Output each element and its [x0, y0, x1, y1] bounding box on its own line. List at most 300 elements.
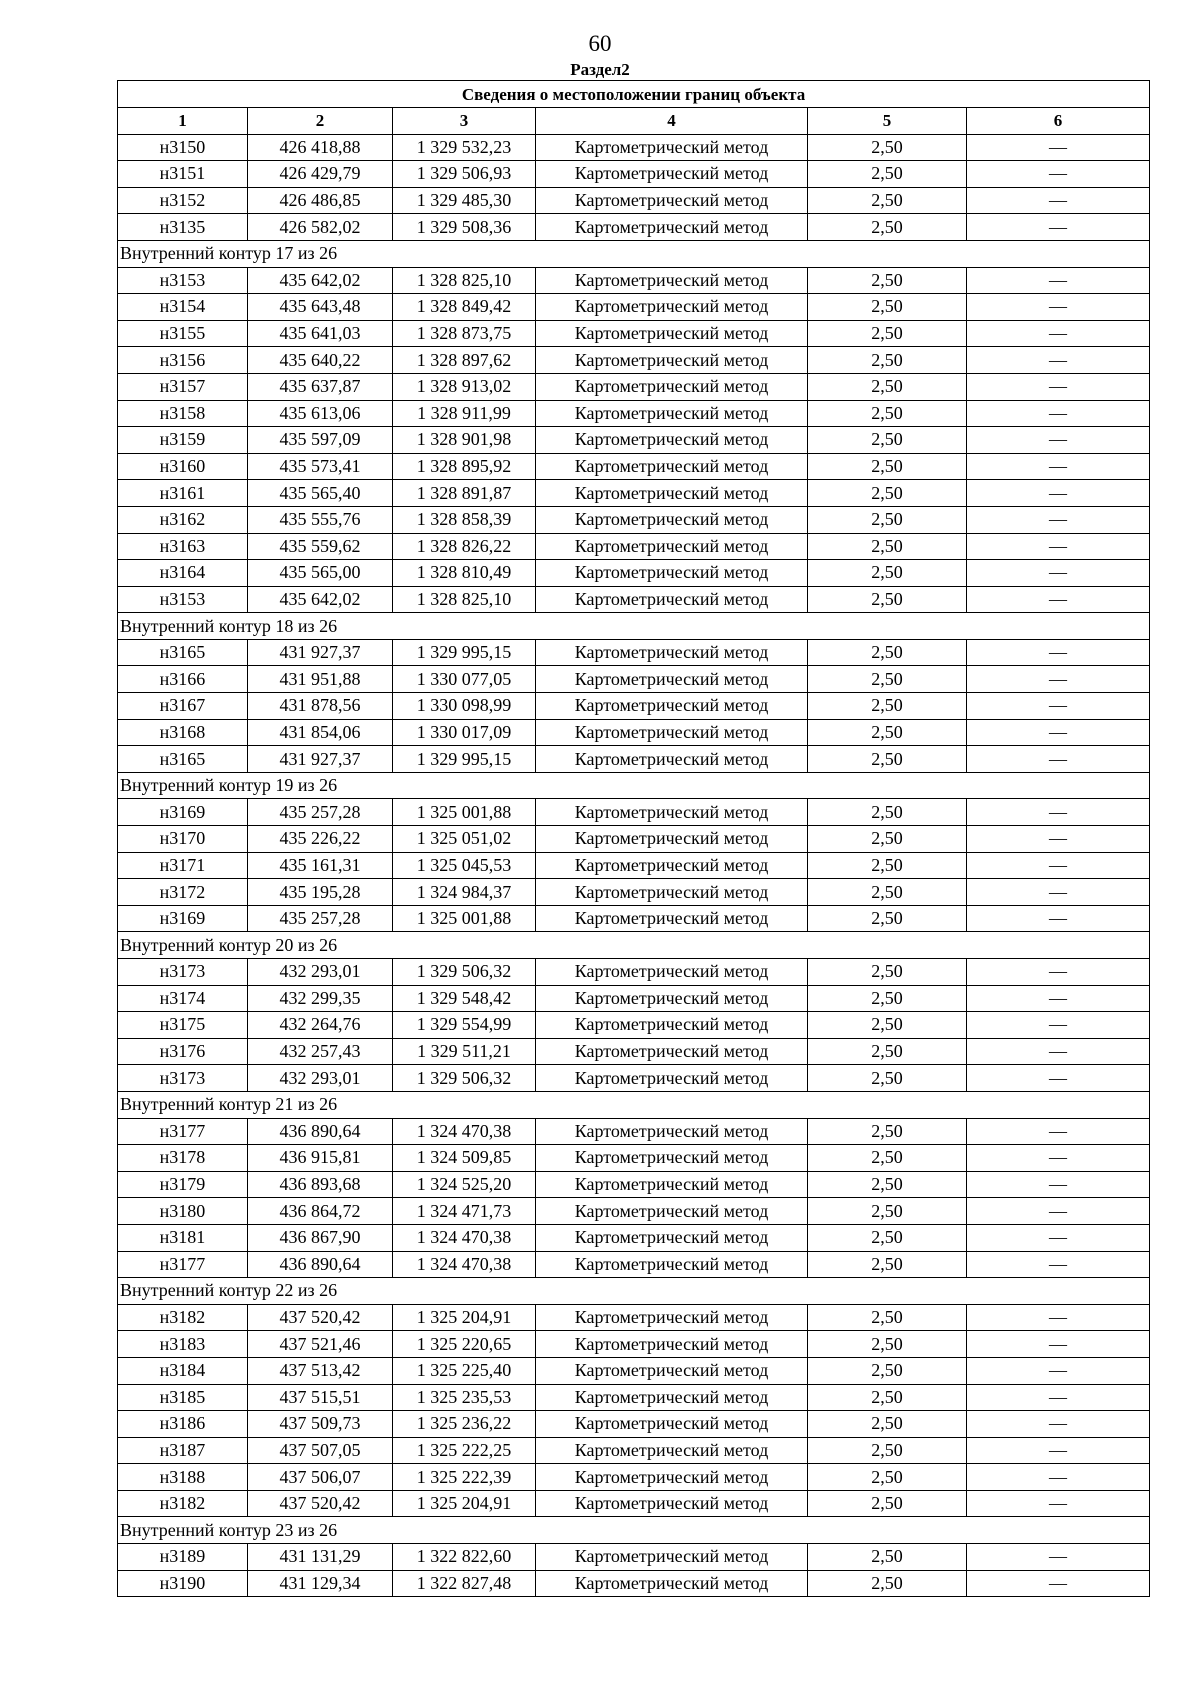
x-coordinate-cell: 435 642,02 [248, 267, 393, 294]
x-coordinate-cell: 435 257,28 [248, 905, 393, 932]
point-id-cell: н3173 [118, 959, 248, 986]
x-coordinate-cell: 426 486,85 [248, 187, 393, 214]
point-id-cell: н3165 [118, 639, 248, 666]
accuracy-cell: 2,50 [808, 134, 967, 161]
method-cell: Картометрический метод [536, 826, 808, 853]
method-cell: Картометрический метод [536, 879, 808, 906]
y-coordinate-cell: 1 328 826,22 [393, 533, 536, 560]
accuracy-cell: 2,50 [808, 187, 967, 214]
accuracy-cell: 2,50 [808, 1145, 967, 1172]
x-coordinate-cell: 436 915,81 [248, 1145, 393, 1172]
note-cell: — [967, 826, 1150, 853]
point-id-cell: н3162 [118, 506, 248, 533]
method-cell: Картометрический метод [536, 1224, 808, 1251]
y-coordinate-cell: 1 328 825,10 [393, 586, 536, 613]
y-coordinate-cell: 1 328 895,92 [393, 453, 536, 480]
y-coordinate-cell: 1 324 984,37 [393, 879, 536, 906]
method-cell: Картометрический метод [536, 1331, 808, 1358]
contour-group-row [118, 1517, 1150, 1544]
method-cell: Картометрический метод [536, 1490, 808, 1517]
point-id-cell: н3172 [118, 879, 248, 906]
accuracy-cell: 2,50 [808, 453, 967, 480]
table-row [118, 427, 1150, 454]
method-cell: Картометрический метод [536, 1384, 808, 1411]
method-cell: Картометрический метод [536, 533, 808, 560]
accuracy-cell: 2,50 [808, 267, 967, 294]
point-id-cell: н3179 [118, 1171, 248, 1198]
table-row [118, 453, 1150, 480]
y-coordinate-cell: 1 328 891,87 [393, 480, 536, 507]
method-cell: Картометрический метод [536, 267, 808, 294]
table-row [118, 161, 1150, 188]
table-caption: Сведения о местоположении границ объекта [118, 81, 1150, 108]
note-cell: — [967, 1384, 1150, 1411]
section-label: Раздел2 [570, 60, 630, 79]
point-id-cell: н3153 [118, 586, 248, 613]
y-coordinate-cell: 1 325 236,22 [393, 1411, 536, 1438]
y-coordinate-cell: 1 325 222,25 [393, 1437, 536, 1464]
table-row [118, 1145, 1150, 1172]
note-cell: — [967, 746, 1150, 773]
contour-group-row [118, 932, 1150, 959]
accuracy-cell: 2,50 [808, 1224, 967, 1251]
point-id-cell: н3157 [118, 373, 248, 400]
x-coordinate-cell: 435 161,31 [248, 852, 393, 879]
contour-group-row [118, 772, 1150, 799]
y-coordinate-cell: 1 324 470,38 [393, 1224, 536, 1251]
accuracy-cell: 2,50 [808, 905, 967, 932]
x-coordinate-cell: 432 293,01 [248, 959, 393, 986]
method-cell: Картометрический метод [536, 1145, 808, 1172]
table-row [118, 480, 1150, 507]
accuracy-cell: 2,50 [808, 1304, 967, 1331]
table-row [118, 666, 1150, 693]
accuracy-cell: 2,50 [808, 480, 967, 507]
y-coordinate-cell: 1 325 001,88 [393, 905, 536, 932]
table-row [118, 1490, 1150, 1517]
method-cell: Картометрический метод [536, 746, 808, 773]
y-coordinate-cell: 1 329 995,15 [393, 639, 536, 666]
contour-group-row [118, 1091, 1150, 1118]
method-cell: Картометрический метод [536, 1464, 808, 1491]
x-coordinate-cell: 437 513,42 [248, 1357, 393, 1384]
note-cell: — [967, 959, 1150, 986]
note-cell: — [967, 1570, 1150, 1597]
x-coordinate-cell: 437 520,42 [248, 1304, 393, 1331]
x-coordinate-cell: 435 573,41 [248, 453, 393, 480]
point-id-cell: н3185 [118, 1384, 248, 1411]
table-row [118, 267, 1150, 294]
column-header: 2 [248, 108, 393, 135]
method-cell: Картометрический метод [536, 1357, 808, 1384]
accuracy-cell: 2,50 [808, 427, 967, 454]
y-coordinate-cell: 1 325 045,53 [393, 852, 536, 879]
accuracy-cell: 2,50 [808, 320, 967, 347]
x-coordinate-cell: 431 854,06 [248, 719, 393, 746]
note-cell: — [967, 1198, 1150, 1225]
x-coordinate-cell: 435 643,48 [248, 294, 393, 321]
x-coordinate-cell: 437 509,73 [248, 1411, 393, 1438]
accuracy-cell: 2,50 [808, 1251, 967, 1278]
accuracy-cell: 2,50 [808, 693, 967, 720]
column-header: 6 [967, 108, 1150, 135]
contour-group-label: Внутренний контур 21 из 26 [118, 1091, 1150, 1118]
x-coordinate-cell: 435 642,02 [248, 586, 393, 613]
column-header: 5 [808, 108, 967, 135]
note-cell: — [967, 1437, 1150, 1464]
y-coordinate-cell: 1 325 235,53 [393, 1384, 536, 1411]
accuracy-cell: 2,50 [808, 1171, 967, 1198]
x-coordinate-cell: 437 521,46 [248, 1331, 393, 1358]
point-id-cell: н3178 [118, 1145, 248, 1172]
point-id-cell: н3153 [118, 267, 248, 294]
method-cell: Картометрический метод [536, 666, 808, 693]
y-coordinate-cell: 1 328 913,02 [393, 373, 536, 400]
accuracy-cell: 2,50 [808, 1331, 967, 1358]
method-cell: Картометрический метод [536, 400, 808, 427]
table-row [118, 400, 1150, 427]
method-cell: Картометрический метод [536, 373, 808, 400]
accuracy-cell: 2,50 [808, 1357, 967, 1384]
y-coordinate-cell: 1 328 901,98 [393, 427, 536, 454]
y-coordinate-cell: 1 325 051,02 [393, 826, 536, 853]
y-coordinate-cell: 1 329 506,32 [393, 1065, 536, 1092]
x-coordinate-cell: 432 264,76 [248, 1012, 393, 1039]
point-id-cell: н3161 [118, 480, 248, 507]
x-coordinate-cell: 435 226,22 [248, 826, 393, 853]
method-cell: Картометрический метод [536, 1038, 808, 1065]
point-id-cell: н3135 [118, 214, 248, 241]
y-coordinate-cell: 1 324 509,85 [393, 1145, 536, 1172]
table-row [118, 1384, 1150, 1411]
note-cell: — [967, 347, 1150, 374]
point-id-cell: н3164 [118, 560, 248, 587]
accuracy-cell: 2,50 [808, 161, 967, 188]
note-cell: — [967, 1145, 1150, 1172]
note-cell: — [967, 1464, 1150, 1491]
accuracy-cell: 2,50 [808, 347, 967, 374]
accuracy-cell: 2,50 [808, 1411, 967, 1438]
point-id-cell: н3155 [118, 320, 248, 347]
point-id-cell: н3173 [118, 1065, 248, 1092]
table-row [118, 1224, 1150, 1251]
x-coordinate-cell: 432 257,43 [248, 1038, 393, 1065]
table-row [118, 719, 1150, 746]
note-cell: — [967, 1224, 1150, 1251]
table-row [118, 1118, 1150, 1145]
x-coordinate-cell: 431 131,29 [248, 1544, 393, 1571]
x-coordinate-cell: 436 867,90 [248, 1224, 393, 1251]
accuracy-cell: 2,50 [808, 560, 967, 587]
note-cell: — [967, 1331, 1150, 1358]
table-row [118, 1038, 1150, 1065]
accuracy-cell: 2,50 [808, 1065, 967, 1092]
x-coordinate-cell: 432 299,35 [248, 985, 393, 1012]
accuracy-cell: 2,50 [808, 1012, 967, 1039]
y-coordinate-cell: 1 328 825,10 [393, 267, 536, 294]
point-id-cell: н3183 [118, 1331, 248, 1358]
point-id-cell: н3163 [118, 533, 248, 560]
y-coordinate-cell: 1 328 911,99 [393, 400, 536, 427]
note-cell: — [967, 1357, 1150, 1384]
method-cell: Картометрический метод [536, 639, 808, 666]
y-coordinate-cell: 1 330 077,05 [393, 666, 536, 693]
table-row [118, 905, 1150, 932]
y-coordinate-cell: 1 329 554,99 [393, 1012, 536, 1039]
note-cell: — [967, 1012, 1150, 1039]
point-id-cell: н3169 [118, 905, 248, 932]
point-id-cell: н3188 [118, 1464, 248, 1491]
table-row [118, 560, 1150, 587]
point-id-cell: н3180 [118, 1198, 248, 1225]
contour-group-row [118, 1278, 1150, 1305]
y-coordinate-cell: 1 330 017,09 [393, 719, 536, 746]
method-cell: Картометрический метод [536, 347, 808, 374]
accuracy-cell: 2,50 [808, 639, 967, 666]
contour-group-label: Внутренний контур 18 из 26 [118, 613, 1150, 640]
method-cell: Картометрический метод [536, 719, 808, 746]
accuracy-cell: 2,50 [808, 746, 967, 773]
point-id-cell: н3152 [118, 187, 248, 214]
y-coordinate-cell: 1 325 225,40 [393, 1357, 536, 1384]
point-id-cell: н3190 [118, 1570, 248, 1597]
table-header-row [118, 108, 1150, 135]
accuracy-cell: 2,50 [808, 666, 967, 693]
accuracy-cell: 2,50 [808, 852, 967, 879]
accuracy-cell: 2,50 [808, 985, 967, 1012]
y-coordinate-cell: 1 329 506,32 [393, 959, 536, 986]
x-coordinate-cell: 437 515,51 [248, 1384, 393, 1411]
y-coordinate-cell: 1 329 532,23 [393, 134, 536, 161]
y-coordinate-cell: 1 328 897,62 [393, 347, 536, 374]
accuracy-cell: 2,50 [808, 959, 967, 986]
table-body [118, 134, 1150, 1597]
point-id-cell: н3158 [118, 400, 248, 427]
note-cell: — [967, 879, 1150, 906]
y-coordinate-cell: 1 329 995,15 [393, 746, 536, 773]
x-coordinate-cell: 431 878,56 [248, 693, 393, 720]
method-cell: Картометрический метод [536, 427, 808, 454]
note-cell: — [967, 1411, 1150, 1438]
x-coordinate-cell: 435 640,22 [248, 347, 393, 374]
y-coordinate-cell: 1 330 098,99 [393, 693, 536, 720]
y-coordinate-cell: 1 329 485,30 [393, 187, 536, 214]
point-id-cell: н3176 [118, 1038, 248, 1065]
note-cell: — [967, 134, 1150, 161]
x-coordinate-cell: 435 195,28 [248, 879, 393, 906]
y-coordinate-cell: 1 324 470,38 [393, 1118, 536, 1145]
method-cell: Картометрический метод [536, 799, 808, 826]
table-row [118, 959, 1150, 986]
table-row [118, 347, 1150, 374]
table-row [118, 187, 1150, 214]
x-coordinate-cell: 426 582,02 [248, 214, 393, 241]
table-row [118, 1357, 1150, 1384]
point-id-cell: н3169 [118, 799, 248, 826]
x-coordinate-cell: 432 293,01 [248, 1065, 393, 1092]
note-cell: — [967, 453, 1150, 480]
point-id-cell: н3170 [118, 826, 248, 853]
accuracy-cell: 2,50 [808, 826, 967, 853]
note-cell: — [967, 1065, 1150, 1092]
x-coordinate-cell: 435 637,87 [248, 373, 393, 400]
y-coordinate-cell: 1 328 849,42 [393, 294, 536, 321]
point-id-cell: н3177 [118, 1118, 248, 1145]
method-cell: Картометрический метод [536, 560, 808, 587]
point-id-cell: н3150 [118, 134, 248, 161]
boundary-coordinates-table [117, 80, 1150, 1597]
table-row [118, 1464, 1150, 1491]
y-coordinate-cell: 1 329 548,42 [393, 985, 536, 1012]
method-cell: Картометрический метод [536, 1118, 808, 1145]
method-cell: Картометрический метод [536, 985, 808, 1012]
method-cell: Картометрический метод [536, 959, 808, 986]
x-coordinate-cell: 435 565,40 [248, 480, 393, 507]
y-coordinate-cell: 1 328 858,39 [393, 506, 536, 533]
x-coordinate-cell: 436 890,64 [248, 1118, 393, 1145]
contour-group-label: Внутренний контур 20 из 26 [118, 932, 1150, 959]
method-cell: Картометрический метод [536, 693, 808, 720]
accuracy-cell: 2,50 [808, 1544, 967, 1571]
table-row [118, 639, 1150, 666]
y-coordinate-cell: 1 329 511,21 [393, 1038, 536, 1065]
method-cell: Картометрический метод [536, 852, 808, 879]
x-coordinate-cell: 435 555,76 [248, 506, 393, 533]
column-header: 1 [118, 108, 248, 135]
y-coordinate-cell: 1 324 470,38 [393, 1251, 536, 1278]
x-coordinate-cell: 437 506,07 [248, 1464, 393, 1491]
note-cell: — [967, 586, 1150, 613]
method-cell: Картометрический метод [536, 506, 808, 533]
accuracy-cell: 2,50 [808, 1038, 967, 1065]
accuracy-cell: 2,50 [808, 373, 967, 400]
accuracy-cell: 2,50 [808, 1118, 967, 1145]
table-row [118, 506, 1150, 533]
table-row [118, 1012, 1150, 1039]
note-cell: — [967, 1251, 1150, 1278]
note-cell: — [967, 400, 1150, 427]
accuracy-cell: 2,50 [808, 1464, 967, 1491]
note-cell: — [967, 267, 1150, 294]
point-id-cell: н3165 [118, 746, 248, 773]
note-cell: — [967, 320, 1150, 347]
note-cell: — [967, 161, 1150, 188]
x-coordinate-cell: 436 864,72 [248, 1198, 393, 1225]
point-id-cell: н3175 [118, 1012, 248, 1039]
accuracy-cell: 2,50 [808, 1437, 967, 1464]
table-row [118, 586, 1150, 613]
x-coordinate-cell: 437 520,42 [248, 1490, 393, 1517]
method-cell: Картометрический метод [536, 1570, 808, 1597]
method-cell: Картометрический метод [536, 1411, 808, 1438]
y-coordinate-cell: 1 329 508,36 [393, 214, 536, 241]
x-coordinate-cell: 435 613,06 [248, 400, 393, 427]
method-cell: Картометрический метод [536, 1012, 808, 1039]
table-row [118, 373, 1150, 400]
table-row [118, 826, 1150, 853]
note-cell: — [967, 985, 1150, 1012]
contour-group-row [118, 240, 1150, 267]
point-id-cell: н3159 [118, 427, 248, 454]
table-row [118, 852, 1150, 879]
x-coordinate-cell: 426 418,88 [248, 134, 393, 161]
note-cell: — [967, 905, 1150, 932]
x-coordinate-cell: 435 641,03 [248, 320, 393, 347]
x-coordinate-cell: 435 257,28 [248, 799, 393, 826]
note-cell: — [967, 1118, 1150, 1145]
column-header: 4 [536, 108, 808, 135]
accuracy-cell: 2,50 [808, 533, 967, 560]
x-coordinate-cell: 435 597,09 [248, 427, 393, 454]
method-cell: Картометрический метод [536, 294, 808, 321]
accuracy-cell: 2,50 [808, 294, 967, 321]
note-cell: — [967, 1038, 1150, 1065]
method-cell: Картометрический метод [536, 161, 808, 188]
y-coordinate-cell: 1 328 810,49 [393, 560, 536, 587]
note-cell: — [967, 214, 1150, 241]
y-coordinate-cell: 1 324 525,20 [393, 1171, 536, 1198]
point-id-cell: н3160 [118, 453, 248, 480]
note-cell: — [967, 533, 1150, 560]
table-row [118, 214, 1150, 241]
y-coordinate-cell: 1 322 827,48 [393, 1570, 536, 1597]
accuracy-cell: 2,50 [808, 879, 967, 906]
note-cell: — [967, 1544, 1150, 1571]
table-row [118, 1304, 1150, 1331]
note-cell: — [967, 294, 1150, 321]
point-id-cell: н3167 [118, 693, 248, 720]
table-row [118, 1251, 1150, 1278]
table-row [118, 879, 1150, 906]
y-coordinate-cell: 1 324 471,73 [393, 1198, 536, 1225]
x-coordinate-cell: 435 559,62 [248, 533, 393, 560]
note-cell: — [967, 560, 1150, 587]
accuracy-cell: 2,50 [808, 214, 967, 241]
point-id-cell: н3177 [118, 1251, 248, 1278]
y-coordinate-cell: 1 329 506,93 [393, 161, 536, 188]
method-cell: Картометрический метод [536, 1437, 808, 1464]
note-cell: — [967, 639, 1150, 666]
accuracy-cell: 2,50 [808, 1570, 967, 1597]
point-id-cell: н3168 [118, 719, 248, 746]
note-cell: — [967, 852, 1150, 879]
note-cell: — [967, 693, 1150, 720]
accuracy-cell: 2,50 [808, 400, 967, 427]
point-id-cell: н3182 [118, 1304, 248, 1331]
y-coordinate-cell: 1 322 822,60 [393, 1544, 536, 1571]
accuracy-cell: 2,50 [808, 586, 967, 613]
contour-group-label: Внутренний контур 23 из 26 [118, 1517, 1150, 1544]
y-coordinate-cell: 1 325 001,88 [393, 799, 536, 826]
table-row [118, 1065, 1150, 1092]
point-id-cell: н3186 [118, 1411, 248, 1438]
method-cell: Картометрический метод [536, 1065, 808, 1092]
table-row [118, 1437, 1150, 1464]
accuracy-cell: 2,50 [808, 1384, 967, 1411]
point-id-cell: н3187 [118, 1437, 248, 1464]
point-id-cell: н3171 [118, 852, 248, 879]
method-cell: Картометрический метод [536, 586, 808, 613]
note-cell: — [967, 427, 1150, 454]
table-row [118, 294, 1150, 321]
table-row [118, 533, 1150, 560]
point-id-cell: н3174 [118, 985, 248, 1012]
point-id-cell: н3166 [118, 666, 248, 693]
method-cell: Картометрический метод [536, 1171, 808, 1198]
note-cell: — [967, 373, 1150, 400]
accuracy-cell: 2,50 [808, 506, 967, 533]
note-cell: — [967, 719, 1150, 746]
